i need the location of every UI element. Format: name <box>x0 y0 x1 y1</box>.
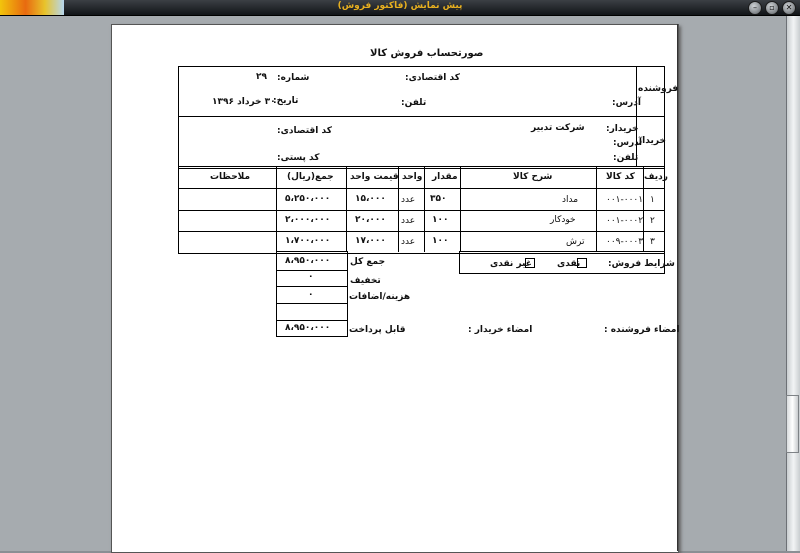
table-row-2-unit: عدد <box>401 216 416 226</box>
table-row-2-unit-price: ۲۰،۰۰۰ <box>355 215 386 225</box>
buyer-name-value: شرکت تدبیر <box>531 123 585 133</box>
invoice-date-label: تاریخ: <box>273 96 299 106</box>
seller-phone-label: تلفن: <box>401 98 427 108</box>
non-cash-label: غیر نقدی <box>490 259 532 269</box>
buyer-section-label: خریدار <box>637 136 666 146</box>
sale-terms-label: شرایط فروش: <box>608 259 675 269</box>
col-description: شرح کالا <box>513 172 553 182</box>
buyer-postal-code-label: کد پستی: <box>277 153 320 163</box>
table-row-3-unit-price: ۱۷،۰۰۰ <box>355 236 386 246</box>
extras-label: هزینه/اضافات <box>349 292 411 302</box>
seller-section-label: فروشنده <box>638 84 679 94</box>
buyer-phone-label: تلفن: <box>613 153 639 163</box>
table-row-2-description: خودکار <box>550 215 576 225</box>
table-row-2-total: ۲،۰۰۰،۰۰۰ <box>285 215 331 225</box>
invoice-title: صورتحساب فروش کالا <box>370 48 484 59</box>
sum-value: ۸،۹۵۰،۰۰۰ <box>285 256 331 266</box>
col-unit: واحد <box>402 172 423 182</box>
table-row-3-description: ترش <box>566 237 585 247</box>
buyer-economic-code-label: کد اقتصادی: <box>277 126 332 136</box>
scrollbar-thumb[interactable] <box>786 395 799 453</box>
window-title: پیش نمایش (فاکتور فروش) <box>337 1 463 11</box>
vertical-scrollbar[interactable] <box>786 16 800 551</box>
payable-value: ۸،۹۵۰،۰۰۰ <box>285 323 331 333</box>
seller-signature-label: امضاء فروشنده : <box>604 325 680 335</box>
seller-address-label: آدرس: <box>612 98 641 108</box>
restore-icon[interactable]: ▫ <box>765 1 779 15</box>
table-row-2-code: ۰۰۱-۰۰۰۲ <box>606 216 644 226</box>
col-code: کد کالا <box>606 172 635 182</box>
extras-value: ۰ <box>308 290 314 300</box>
buyer-address-label: آدرس: <box>613 138 642 148</box>
invoice-number-label: شماره: <box>277 73 310 83</box>
table-row-1-unit-price: ۱۵،۰۰۰ <box>355 194 386 204</box>
table-row-1-description: مداد <box>562 195 579 205</box>
table-row-3-qty: ۱۰۰ <box>432 236 449 246</box>
col-total: جمع(ریال) <box>287 172 334 182</box>
table-row-1-code: ۰۰۱-۰۰۰۱ <box>606 195 644 205</box>
col-notes: ملاحظات <box>210 172 251 182</box>
table-row-3-total: ۱،۷۰۰،۰۰۰ <box>285 236 331 246</box>
table-row-1-qty: ۳۵۰ <box>430 194 447 204</box>
buyer-name-label: خریدار: <box>606 124 639 134</box>
table-row-3-index: ۳ <box>650 237 655 247</box>
table-row-3-unit: عدد <box>401 237 416 247</box>
close-icon[interactable]: ✕ <box>782 1 796 15</box>
buyer-signature-label: امضاء خریدار : <box>468 325 533 335</box>
sum-label: جمع کل <box>350 257 386 267</box>
table-row-1-total: ۵،۲۵۰،۰۰۰ <box>285 194 331 204</box>
table-row-1-index: ۱ <box>650 195 655 205</box>
minimize-icon[interactable]: – <box>748 1 762 15</box>
col-qty: مقدار <box>432 172 458 182</box>
discount-label: تخفیف <box>350 276 381 286</box>
col-unit-price: قیمت واحد <box>350 172 399 182</box>
payable-label: قابل پرداخت <box>349 325 406 335</box>
invoice-number-value: ۲۹ <box>256 72 267 82</box>
seller-economic-code-label: کد اقتصادی: <box>405 73 460 83</box>
page-edge <box>677 24 678 551</box>
table-row-3-code: ۰۰۹-۰۰۰۳ <box>606 237 644 247</box>
table-row-2-index: ۲ <box>650 216 655 226</box>
discount-value: ۰ <box>308 272 314 282</box>
title-bar <box>0 0 800 16</box>
cash-label: نقدی <box>557 259 581 269</box>
table-row-1-unit: عدد <box>401 195 416 205</box>
invoice-date-value: ۳۰ خرداد ۱۳۹۶ <box>212 97 276 107</box>
col-row: ردیف <box>644 172 668 182</box>
table-row-2-qty: ۱۰۰ <box>432 215 449 225</box>
